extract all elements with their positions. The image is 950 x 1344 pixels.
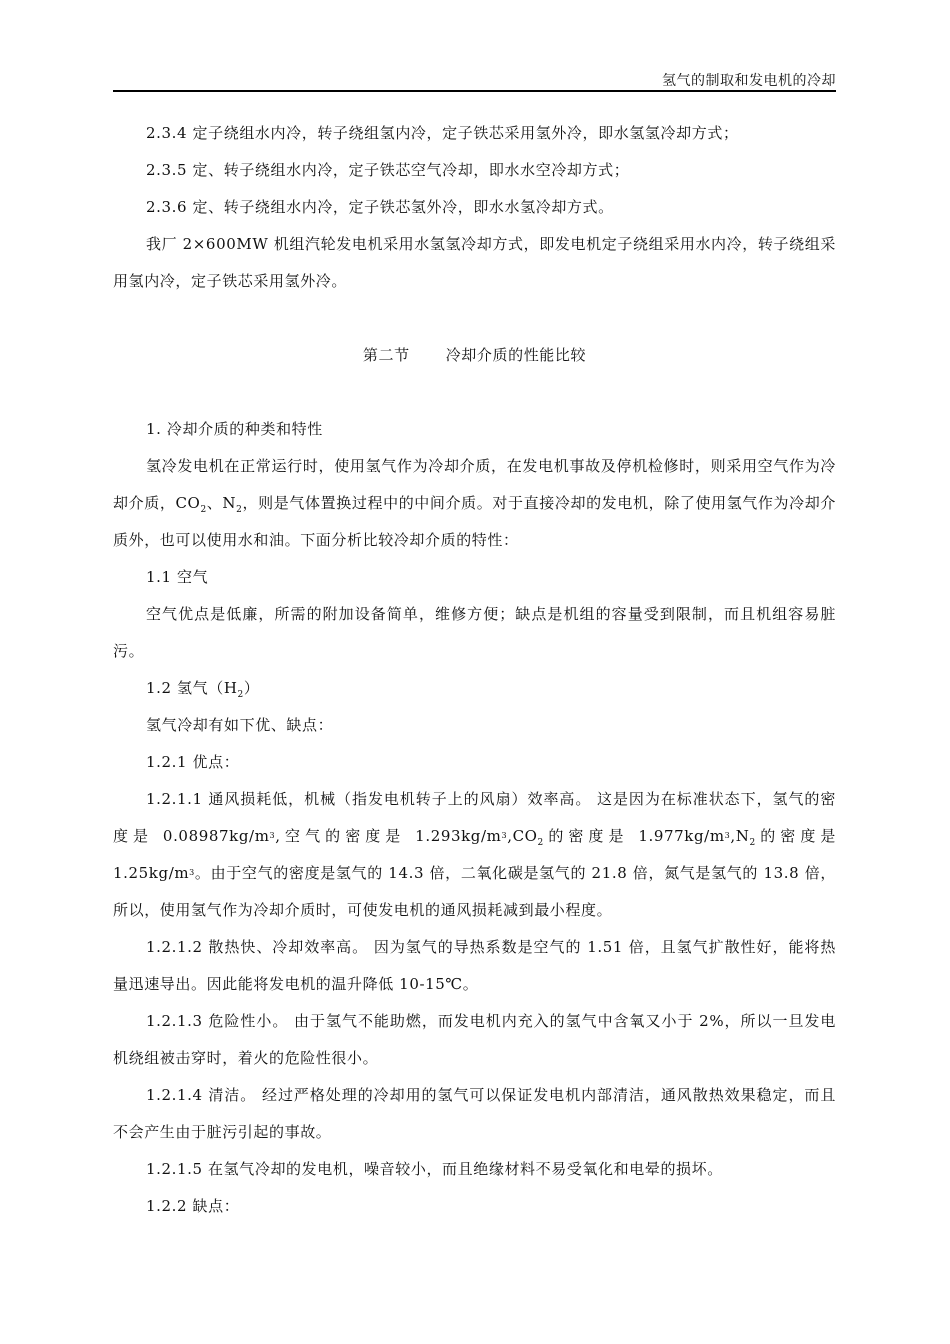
spacer bbox=[113, 374, 836, 411]
subsection-1-2-heading: 1.2 氢气$(H_2)$ bbox=[146, 679, 260, 700]
subsection-1-1-heading: 1.1 空气 bbox=[146, 568, 209, 586]
item-2-3-5: 2.3.5 定、转子绕组水内冷，定子铁芯空气冷却，即水水空冷却方式； bbox=[146, 161, 630, 179]
plant-cooling-paragraph: 我厂 2×600MW 机组汽轮发电机采用水氢氢冷却方式，即发电机定子绕组采用水内冷，转子绕组采用氢内冷，定子铁芯采用氢外冷。 bbox=[113, 235, 836, 290]
subsection-1-heading: 1. 冷却介质的种类和特性 bbox=[146, 420, 323, 438]
section-title bbox=[113, 337, 836, 374]
document-body bbox=[113, 115, 836, 1225]
item-2-3-6: 2.3.6 定、转子绕组水内冷，定子铁芯氢外冷，即水水氢冷却方式。 bbox=[146, 198, 614, 216]
pro-item-5: 1.2.1.5 在氢气冷却的发电机，噪音较小，而且绝缘材料不易受氧化和电晕的损坏。 bbox=[146, 1160, 723, 1178]
pro-item-4: 1.2.1.4 清洁。 经过严格处理的冷却用的氢气可以保证发电机内部清洁，通风散热效果稳定，而且不会产生由于脏污引起的事故。 bbox=[113, 1086, 836, 1141]
header-title: 氢气的制取和发电机的冷却 bbox=[662, 73, 836, 89]
section-label: 第二节 bbox=[362, 346, 410, 364]
item-2-3-4: 2.3.4 定子绕组水内冷，转子绕组氢内冷，定子铁芯采用氢外冷，即水氢氢冷却方式； bbox=[146, 124, 739, 142]
section-title-text: 冷却介质的性能比较 bbox=[445, 346, 587, 364]
hydrogen-intro: 氢气冷却有如下优、缺点： bbox=[146, 716, 334, 734]
subsection-1-intro: 氢冷发电机在正常运行时，使用氢气作为冷却介质，在发电机事故及停机检修时，则采用空气作为冷却介质，$CO_2$、$N_2$，则是气体置换过程中的中间介质。对于直接冷却的发电机，除了使用氢气作为冷却介质外，也可以使用水和油。下面分析比较冷却介质的特性： bbox=[113, 457, 837, 549]
spacer bbox=[113, 300, 836, 337]
page-header bbox=[113, 68, 836, 92]
pro-item-1: 1.2.1.1 通风损耗低，机械（指发电机转子上的风扇）效率高。 这是因为在标准状态下，氢气的密度是 $0.08987kg/m^3$,空气的密度是 $1.293kg/m^3,CO_2$的密度是 $1.977kg/m^3,N_2$的密度是 $1.25kg/m^3$。由于空气的密度是氢气的 14.3 倍，二氧化碳是氢气的 21.8 倍，氮气是氢气的 13.8 倍，所以，使用氢气作为冷却介质时，可使发电机的通风损耗减到最小程度。 bbox=[113, 790, 837, 919]
pros-heading: 1.2.1 优点： bbox=[146, 753, 240, 771]
air-paragraph: 空气优点是低廉，所需的附加设备简单，维修方便；缺点是机组的容量受到限制，而且机组容易脏污。 bbox=[113, 605, 836, 660]
pro-item-2: 1.2.1.2 散热快、冷却效率高。 因为氢气的导热系数是空气的 1.51 倍，且氢气扩散性好，能将热量迅速导出。因此能将发电机的温升降低 10-15℃。 bbox=[113, 938, 836, 993]
cons-heading: 1.2.2 缺点： bbox=[146, 1197, 240, 1215]
pro-item-3: 1.2.1.3 危险性小。 由于氢气不能助燃，而发电机内充入的氢气中含氧又小于 2%，所以一旦发电机绕组被击穿时，着火的危险性很小。 bbox=[113, 1012, 836, 1067]
